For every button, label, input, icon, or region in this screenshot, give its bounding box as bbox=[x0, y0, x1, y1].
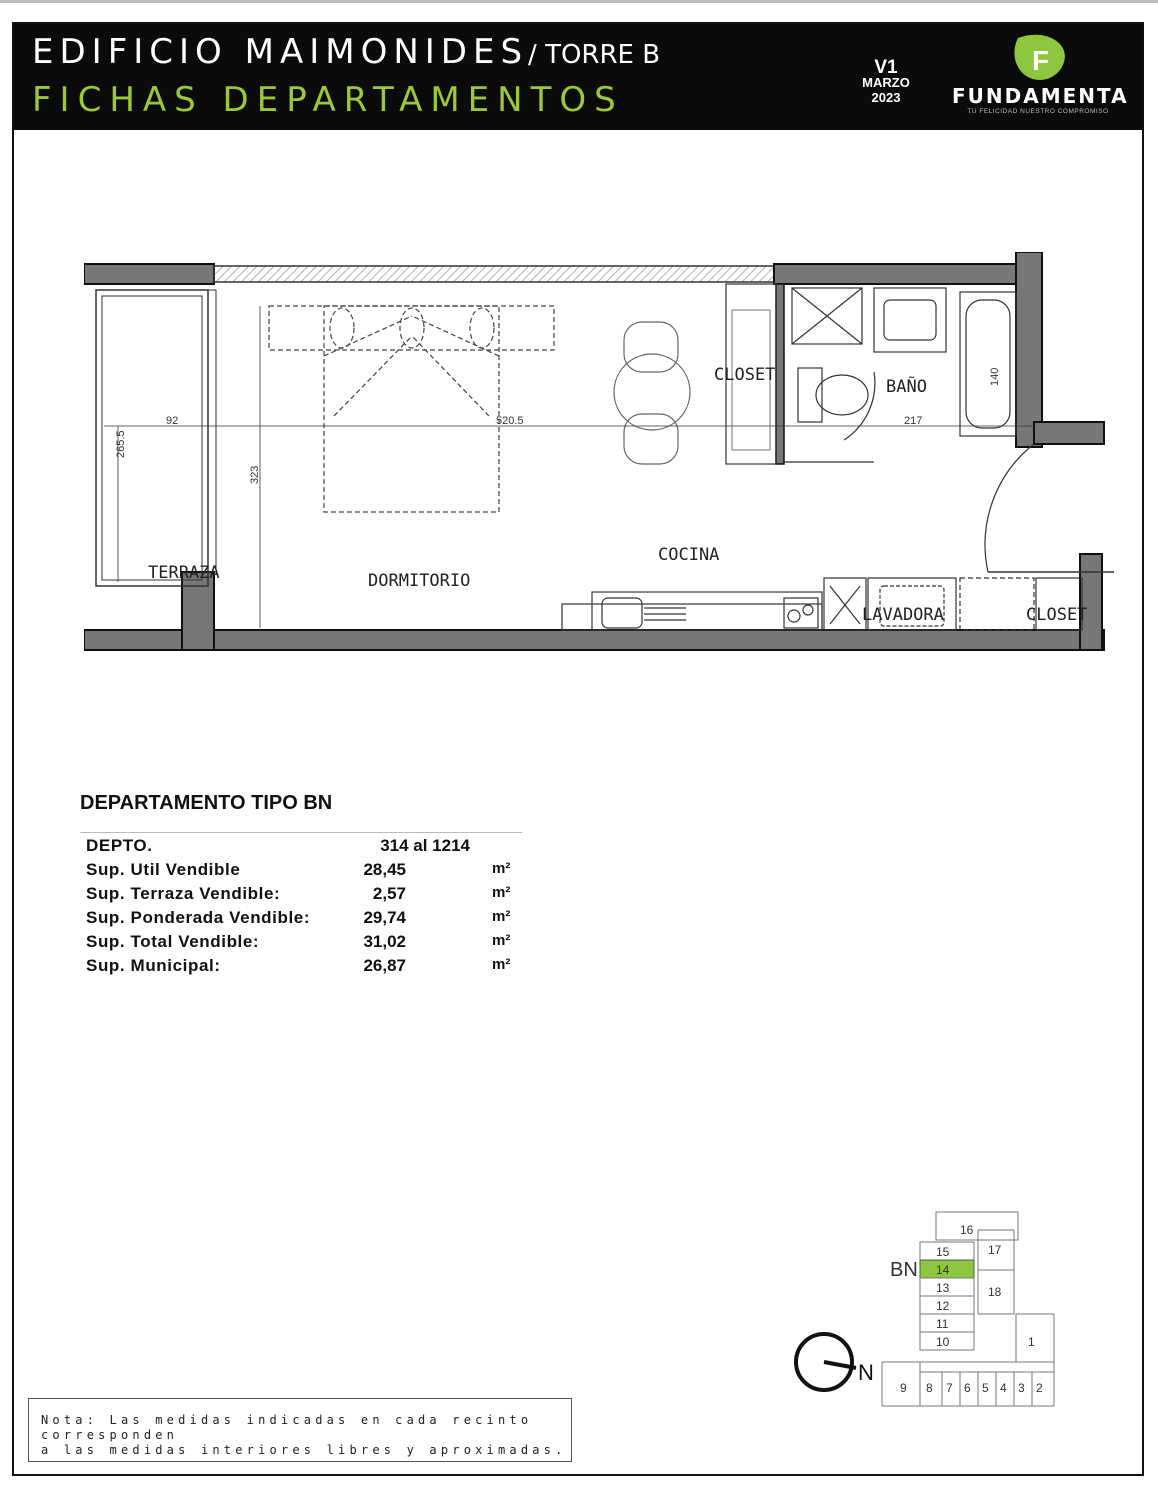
spec-value: 2,57 bbox=[372, 884, 406, 903]
spec-row bbox=[80, 881, 522, 905]
document-subtitle: FICHAS DEPARTAMENTOS bbox=[32, 80, 624, 120]
depto-value: 314 al 1214 bbox=[380, 836, 470, 855]
unit-4: 4 bbox=[1000, 1381, 1007, 1395]
unit-17: 17 bbox=[988, 1243, 1002, 1257]
room-lavadora: LAVADORA bbox=[862, 605, 944, 625]
right-wall-upper bbox=[1016, 252, 1042, 447]
key-plan bbox=[794, 1204, 1094, 1434]
bath-partition bbox=[776, 284, 784, 464]
spec-unit: m² bbox=[492, 908, 511, 925]
measurement-note bbox=[28, 1398, 572, 1462]
right-wall-lower bbox=[1080, 554, 1102, 650]
header-bar bbox=[14, 24, 1142, 130]
spec-unit: m² bbox=[492, 884, 511, 901]
top-border-line bbox=[0, 0, 1158, 3]
entry-wall bbox=[1034, 422, 1104, 444]
spec-value: 28,45 bbox=[363, 860, 406, 879]
room-cocina: COCINA bbox=[658, 545, 720, 565]
spec-value: 29,74 bbox=[363, 908, 406, 927]
kitchen-counter bbox=[562, 592, 822, 630]
spec-row bbox=[80, 857, 522, 881]
logo-leaf-icon bbox=[952, 32, 1124, 84]
spec-unit: m² bbox=[492, 860, 511, 877]
version-block bbox=[856, 57, 916, 105]
unit-3: 3 bbox=[1018, 1381, 1025, 1395]
spec-row bbox=[80, 953, 522, 977]
dim-terraza-width: 92 bbox=[166, 415, 179, 427]
unit-11: 11 bbox=[936, 1317, 949, 1331]
bottom-wall bbox=[84, 630, 1104, 650]
top-wall-right bbox=[774, 264, 1022, 284]
note-line-1: Nota: Las medidas indicadas en cada recinto corresponden bbox=[41, 1413, 533, 1442]
version-year: 2023 bbox=[871, 90, 901, 105]
unit-18: 18 bbox=[988, 1285, 1002, 1299]
unit-9: 9 bbox=[900, 1381, 907, 1395]
north-arrow-icon bbox=[796, 1334, 874, 1390]
spec-value: 26,87 bbox=[363, 956, 406, 975]
spec-unit: m² bbox=[492, 956, 511, 973]
spec-unit: m² bbox=[492, 932, 511, 949]
spec-label: Sup. Util Vendible bbox=[86, 860, 241, 879]
dining-table bbox=[614, 322, 690, 464]
unit-15: 15 bbox=[936, 1245, 950, 1259]
building-name: EDIFICIO MAIMONIDES bbox=[32, 32, 529, 72]
spec-table bbox=[80, 832, 522, 977]
floor-plan bbox=[84, 252, 1114, 672]
unit-7: 7 bbox=[946, 1381, 953, 1395]
bed-outline bbox=[269, 306, 554, 512]
spec-value: 31,02 bbox=[363, 932, 406, 951]
room-closet-bottom: CLOSET bbox=[1026, 605, 1088, 625]
bathroom-fixtures bbox=[784, 288, 1016, 462]
depto-label: DEPTO. bbox=[86, 836, 153, 855]
dimension-lines bbox=[104, 306, 1034, 628]
unit-16: 16 bbox=[960, 1223, 974, 1237]
tower-name: / TORRE B bbox=[528, 40, 661, 70]
room-bano: BAÑO bbox=[886, 377, 927, 397]
room-terraza: TERRAZA bbox=[148, 563, 220, 583]
fundamenta-logo bbox=[952, 32, 1129, 122]
spec-label: Sup. Terraza Vendible: bbox=[86, 884, 281, 903]
spec-row bbox=[80, 929, 522, 953]
top-wall-left bbox=[84, 264, 214, 284]
spec-label: Sup. Total Vendible: bbox=[86, 932, 260, 951]
logo-tagline: TU FELICIDAD NUESTRO COMPROMISO bbox=[967, 108, 1109, 115]
type-label: BN bbox=[890, 1259, 918, 1281]
north-label: N bbox=[858, 1360, 874, 1385]
key-plan-outline bbox=[882, 1212, 1054, 1406]
room-closet-top: CLOSET bbox=[714, 365, 776, 385]
dim-terraza-depth: 265.5 bbox=[115, 430, 127, 458]
entry-door-swing bbox=[985, 444, 1034, 572]
terraza-column bbox=[182, 572, 214, 650]
note-line-2: a las medidas interiores libres y aproximadas. bbox=[41, 1443, 567, 1457]
unit-8: 8 bbox=[926, 1381, 933, 1395]
dim-tub-length: 140 bbox=[989, 367, 1001, 386]
unit-13: 13 bbox=[936, 1281, 950, 1295]
dim-unit-length: 520.5 bbox=[496, 415, 524, 427]
unit-14: 14 bbox=[936, 1263, 950, 1277]
sheet bbox=[12, 22, 1144, 1476]
department-title: DEPARTAMENTO TIPO BN bbox=[80, 792, 333, 814]
unit-5: 5 bbox=[982, 1381, 989, 1395]
unit-2: 2 bbox=[1036, 1381, 1043, 1395]
room-dormitorio: DORMITORIO bbox=[368, 571, 471, 591]
unit-6: 6 bbox=[964, 1381, 971, 1395]
spec-row bbox=[80, 905, 522, 929]
dim-bano-width: 217 bbox=[904, 415, 923, 427]
logo-wordmark: FUNDAMENTA bbox=[952, 84, 1129, 108]
svg-text:F: F bbox=[1032, 45, 1050, 76]
unit-10: 10 bbox=[936, 1335, 950, 1349]
building-title bbox=[32, 32, 660, 72]
terraza-railing bbox=[96, 290, 208, 586]
version-number: V1 bbox=[874, 57, 898, 78]
spec-label: Sup. Ponderada Vendible: bbox=[86, 908, 311, 927]
spec-row-depto bbox=[80, 833, 522, 857]
window-band bbox=[214, 266, 774, 282]
terraza-door bbox=[208, 290, 216, 572]
spec-label: Sup. Municipal: bbox=[86, 956, 221, 975]
unit-1: 1 bbox=[1028, 1335, 1035, 1349]
unit-12: 12 bbox=[936, 1299, 950, 1313]
dim-dormitorio-depth: 323 bbox=[249, 465, 261, 484]
version-month: MARZO bbox=[862, 75, 910, 90]
